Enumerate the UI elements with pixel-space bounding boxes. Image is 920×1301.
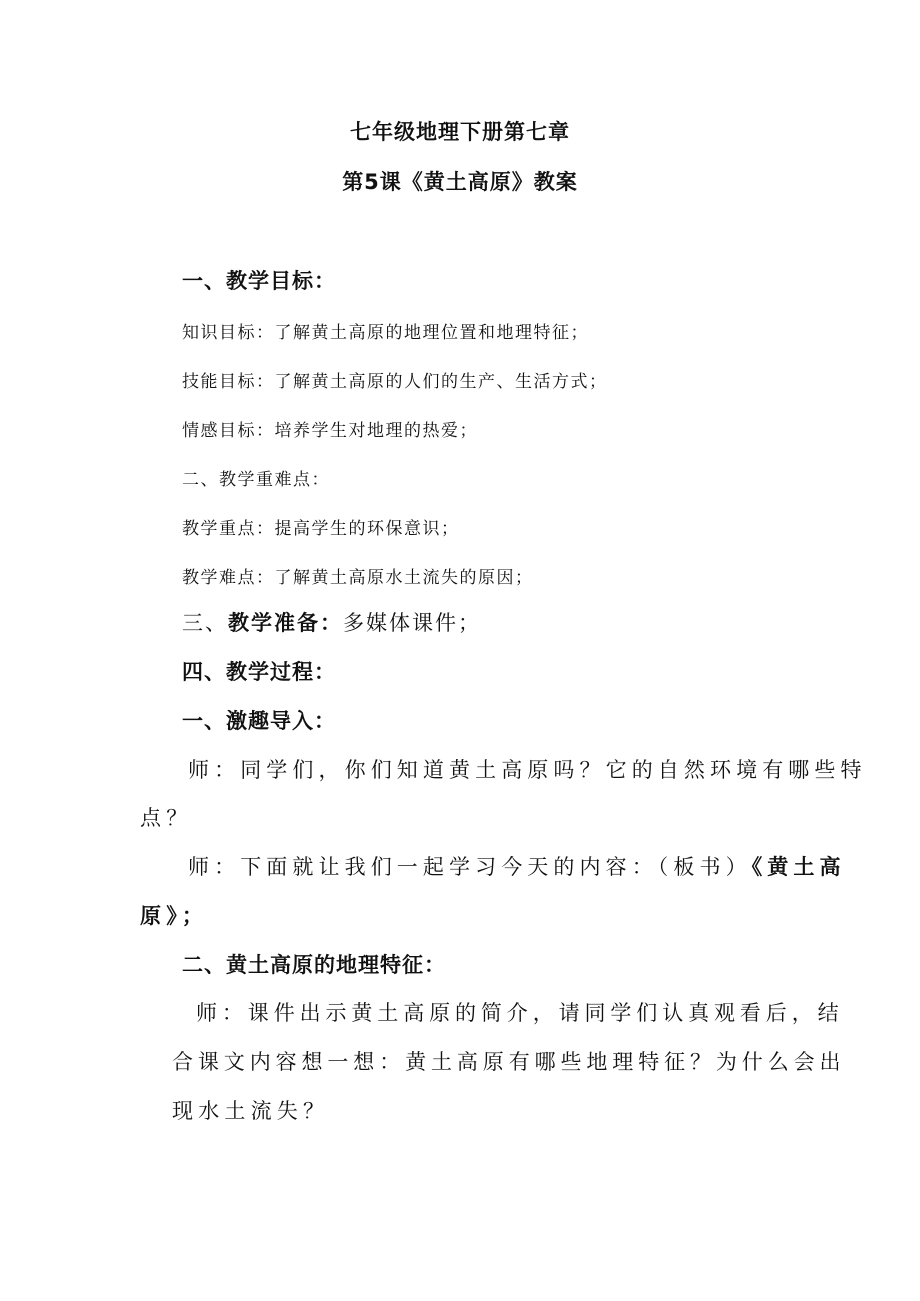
difficult-point: 教学难点：了解黄土高原水土流失的原因； — [182, 568, 534, 588]
paragraph-line: 现水土流失？ — [172, 1099, 330, 1123]
goal-knowledge: 知识目标：了解黄土高原的地理位置和地理特征； — [182, 323, 589, 343]
lesson-title-emphasis: 原》； — [140, 904, 209, 928]
section-heading-key-points: 二、教学重难点： — [182, 470, 330, 490]
lesson-title-emphasis: 《黄土高 — [751, 855, 846, 879]
paragraph-line: 合课文内容想一想：黄土高原有哪些地理特征？为什么会出 — [172, 1050, 846, 1074]
document-title: 七年级地理下册第七章 — [350, 120, 570, 144]
preparation-value: 多媒体课件； — [343, 611, 481, 635]
goal-skill: 技能目标：了解黄土高原的人们的生产、生活方式； — [182, 372, 608, 392]
document-subtitle: 第5课《黄土高原》教案 — [342, 170, 578, 194]
paragraph-text: 师：下面就让我们一起学习今天的内容：（板书） — [188, 855, 752, 879]
step-heading-intro: 一、激趣导入： — [182, 709, 336, 733]
preparation-label: 教学准备： — [228, 611, 343, 635]
paragraph-line: 师：课件出示黄土高原的简介，请同学们认真观看后，结 — [196, 1001, 844, 1025]
section-heading-goals: 一、教学目标： — [182, 269, 336, 293]
step-heading-features: 二、黄土高原的地理特征： — [182, 953, 446, 977]
section-number: 三、 — [182, 611, 228, 635]
section-preparation — [182, 613, 481, 634]
goal-emotion: 情感目标：培养学生对地理的热爱； — [182, 421, 478, 441]
section-heading-process: 四、教学过程： — [182, 660, 336, 684]
paragraph-line: 点？ — [140, 806, 193, 830]
key-point: 教学重点：提高学生的环保意识； — [182, 519, 460, 539]
paragraph-line — [188, 857, 846, 878]
paragraph-line: 师：同学们，你们知道黄土高原吗？它的自然环境有哪些特 — [188, 758, 867, 782]
